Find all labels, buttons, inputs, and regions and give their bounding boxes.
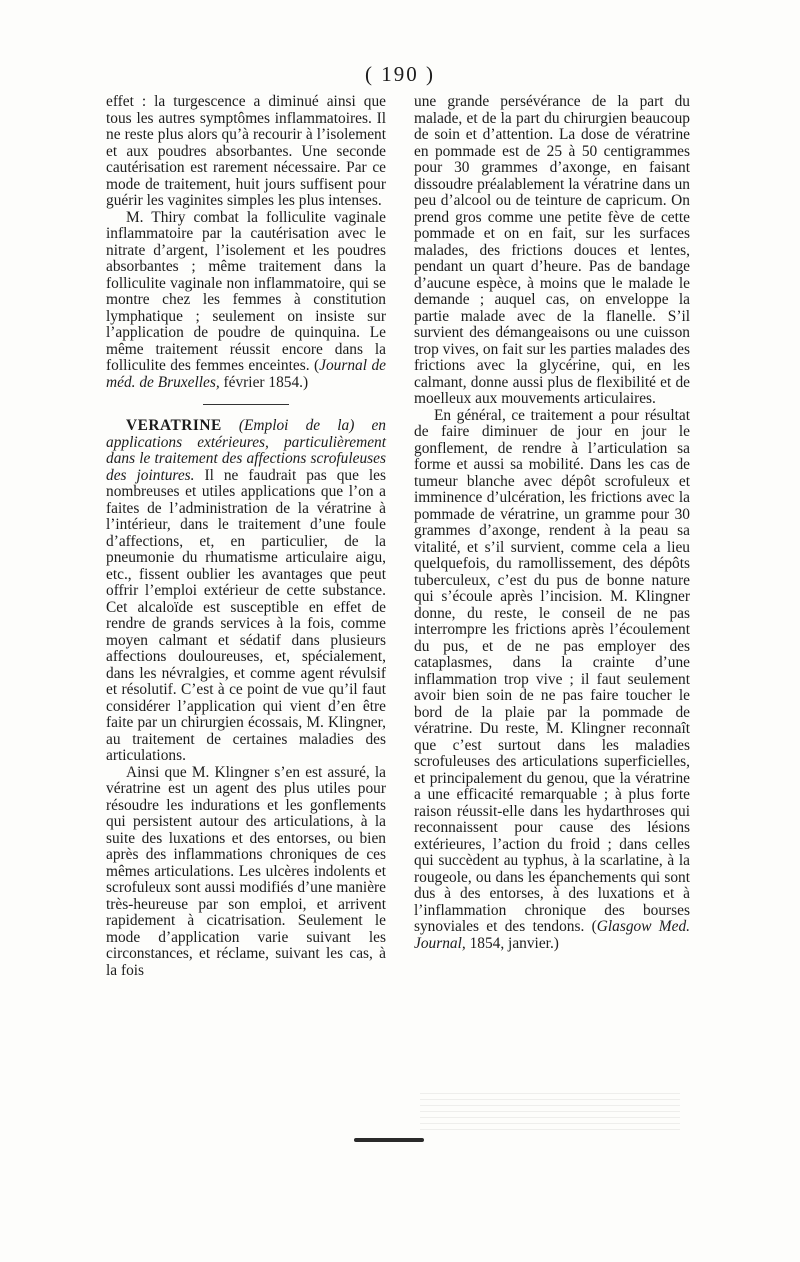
paragraph-klingner: Ainsi que M. Klingner s’en est assuré, la vératrine est un agent des plus utiles pour résoudre les indurations et les gonflements qui persistent autour des articulations, à la suite des luxations et des entorses, ou bien après des inflammations chroniques de ces mêmes articulations. Les ulcères indolents et scrofuleux sont aussi modifiés d’une manière très-heureuse par son emploi, et arrivent rapidement à cicatrisation. Seulement le mode d’application varie suivant les circonstances, et réclame, suivant les cas, à la fois	[106, 763, 386, 979]
page-number: ( 190 )	[365, 62, 435, 86]
paragraph-results-text: En général, ce traitement a pour résultat de faire diminuer de jour en jour le gonflement, de rendre à l’articulation sa forme et aussi sa mobilité. Dans les cas de tumeur blanche avec dépôt scrofuleux et imminence d’ulcération, les frictions avec la pommade de vératrine, un gramme pour 30 grammes d’axonge, rendent à la peau sa vitalité, et s’il survient, comme cela a lieu quelquefois, du ramollissement, des dépôts tuberculeux, c’est du pus de bonne nature qui s’écoule après l’incision. M. Klingner donne, du reste, le conseil de ne pas interrompre les frictions après l’écoulement du pus, et de ne pas employer des cataplasmes, dans la crainte d’une inflammation trop vive ; il faut seulement avoir bien soin de ne pas faire toucher le bord de la plaie par la pommade de vératrine. Du reste, M. Klingner reconnaît que c’est surtout dans les maladies scrofuleuses des articulations superficielles, et principalement du genou, que la vératrine a une efficacité remarquable ; à plus forte raison réussit-elle dans les hydarthroses qui reconnaissent pour cause des lésions extérieures, l’action du froid ; dans celles qui succèdent au typhus, à la scarlatine, à la rougeole, ou dans les épanchements qui sont dus à des entorses, à des luxations et à l’inflammation chronique des bourses synoviales et des tendons. (	[414, 406, 690, 935]
tail-ornament	[354, 1138, 424, 1142]
paragraph-thiry	[106, 210, 386, 392]
bleed-through-texture	[420, 1090, 680, 1130]
source-journal-glasgow: Glasgow Med. Journal,	[414, 918, 690, 952]
article-subtitle: (Emploi de la) en applications extérieures, particulièrement dans le traitement des affections scrofuleuses des jointures.	[106, 417, 386, 484]
right-column	[414, 94, 690, 952]
source-date-glasgow: 1854, janvier.)	[465, 934, 559, 952]
article-title: VERATRINE	[126, 417, 222, 434]
article-intro-text: Il ne faudrait pas que les nombreuses et utiles applications que l’on a faites de l’administration de la vératrine à l’intérieur, dans le traitement d’une foule d’affections, et, en particulier, de la pneumonie du rhumatisme articulaire aigu, etc., fissent oublier les avantages que peut offrir l’emploi extérieur de cette substance. Cet alcaloïde est susceptible en effet de rendre de grands services à la fois, comme moyen calmant et sédatif dans plusieurs affections douloureuses, et, spécialement, dans les névralgies, et comme agent révulsif et résolutif. C’est à ce point de vue qu’il faut considérer l’application qui vient d’en être faite par un chirurgien écossais, M. Klingner, au traitement de certaines maladies des articulations.	[106, 466, 386, 764]
paragraph-vaginitis-end: effet : la turgescence a diminué ainsi que tous les autres symptômes inflammatoires. Il ne reste plus alors qu’à recourir à l’isolement et aux poudres absorbantes. Une seconde cautérisation est rarement nécessaire. Par ce mode de traitement, huit jours suffisent pour guérir les vaginites simples les plus intenses.	[106, 93, 386, 209]
paragraph-results	[414, 408, 690, 953]
author-name: M. Thiry	[126, 208, 186, 226]
source-journal: Journal de méd. de Bruxelles,	[106, 357, 386, 391]
paragraph-dosage: une grande persévérance de la part du malade, et de la part du chirurgien beaucoup de soin et d’attention. La dose de vératrine en pommade est de 25 à 50 centigrammes pour 30 grammes d’axonge, en faisant dissoudre préalablement la vératrine dans un peu d’alcool ou de teinture de capricum. On prend gros comme une petite fève de cette pommade et on en fait, sur les surfaces malades, des frictions douces et lentes, pendant un quart d’heure. Pas de bandage d’aucune espèce, à moins que le malade le demande ; auquel cas, on enveloppe la partie malade avec de la flanelle. S’il survient des démangeaisons ou une cuisson trop vives, on fait sur les parties malades des frictions avec la glycérine, qui, en les calmant, donne aussi plus de flexibilité et de moelleux aux mouvements articulaires.	[414, 93, 690, 407]
source-date: février 1854.)	[219, 373, 309, 391]
left-column	[106, 94, 386, 979]
paragraph-thiry-text: combat la folliculite vaginale inflammatoire par la cautérisation avec le nitrate d’argent, l’isolement et les poudres absorbantes ; même traitement dans la folliculite vaginale non inflammatoire, qui se montre chez les femmes à constitution lymphatique ; seulement on insiste sur l’application de poudre de quinquina. Le même traitement réussit encore dans la folliculite des femmes enceintes. (	[106, 208, 386, 374]
paragraph-veratrine-intro	[106, 418, 386, 765]
section-divider	[203, 404, 289, 405]
